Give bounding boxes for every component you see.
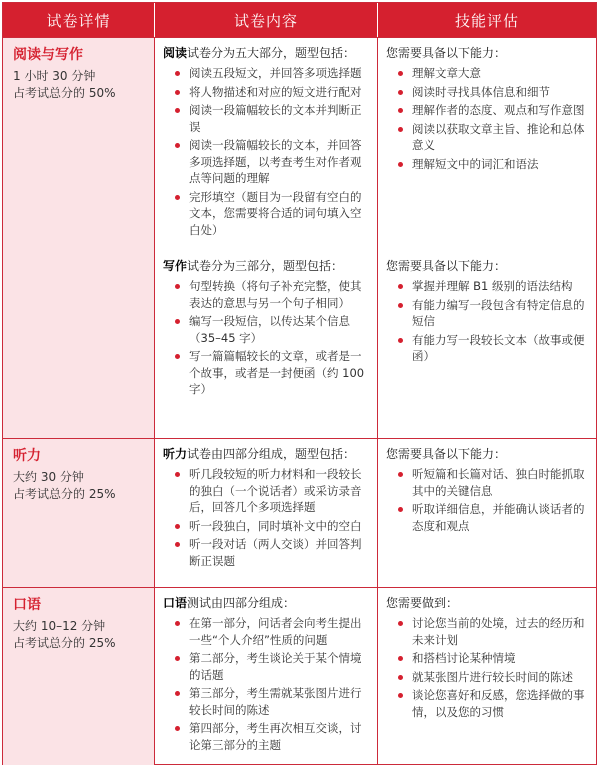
content-intro-text: 试卷分为五大部分，题型包括： <box>187 46 356 60</box>
list-item: 听一段对话（两人交谈）并回答判断正误题 <box>163 536 371 569</box>
table-row <box>3 439 596 588</box>
list-item: 有能力写一段较长文本（故事或便函） <box>386 332 590 365</box>
content-list <box>163 615 371 753</box>
list-item: 谈论您喜好和反感，您选择做的事情，以及您的习惯 <box>386 687 590 720</box>
content-intro-text: 试卷分为三部分，题型包括： <box>187 259 344 273</box>
section-skills-cell <box>378 38 596 438</box>
header-skills: 技能评估 <box>454 11 519 30</box>
list-item: 阅读一段篇幅较长的文本并判断正误 <box>163 102 371 135</box>
list-item: 听几段较短的听力材料和一段较长的独白（一个说话者）或采访录音后，回答几个多项选择题 <box>163 466 371 516</box>
skills-list <box>386 278 590 365</box>
content-list <box>163 466 371 569</box>
content-intro-text: 试卷由四部分组成，题型包括： <box>187 447 356 461</box>
content-lead: 口语 <box>163 596 188 610</box>
section-content-cell <box>155 439 378 587</box>
skills-intro: 您需要具备以下能力： <box>386 46 507 60</box>
table-header <box>3 3 596 38</box>
list-item: 句型转换（将句子补充完整，使其表达的意思与另一个句子相同） <box>163 278 371 311</box>
list-item: 阅读五段短文，并回答多项选择题 <box>163 65 371 82</box>
list-item: 和搭档讨论某种情境 <box>386 650 590 667</box>
skills-list <box>386 65 590 172</box>
list-item: 完形填空（题目为一段留有空白的文本，您需要将合适的词句填入空白处） <box>163 189 371 239</box>
list-item: 有能力编写一段包含有特定信息的短信 <box>386 297 590 330</box>
list-item: 第三部分，考生需就某张图片进行较长时间的陈述 <box>163 685 371 718</box>
list-item: 阅读时寻找具体信息和细节 <box>386 84 590 101</box>
header-content: 试卷内容 <box>155 3 378 37</box>
section-skills-cell <box>378 588 596 765</box>
section-content-cell <box>155 38 378 438</box>
list-item: 阅读以获取文章主旨、推论和总体意义 <box>386 121 590 154</box>
content-intro <box>163 45 371 62</box>
section-title: 口语 <box>13 597 41 613</box>
content-intro <box>163 258 371 275</box>
section-meta: 大约 30 分钟 <box>13 470 84 484</box>
skills-intro: 您需要具备以下能力： <box>386 259 507 273</box>
section-meta: 占考试总分的 25% <box>13 636 116 650</box>
list-item: 第四部分，考生再次相互交谈，讨论第三部分的主题 <box>163 720 371 753</box>
content-intro-text: 测试由四部分组成： <box>187 596 296 610</box>
section-title: 阅读与写作 <box>13 47 83 63</box>
list-item: 阅读一段篇幅较长的文本，并回答多项选择题，以考查考生对作者观点等问题的理解 <box>163 137 371 187</box>
list-item: 将人物描述和对应的短文进行配对 <box>163 84 371 101</box>
section-title: 听力 <box>13 448 41 464</box>
section-meta: 占考试总分的 50% <box>13 86 116 100</box>
list-item: 编写一段短信，以传达某个信息（35–45 字） <box>163 313 371 346</box>
list-item: 听一段独白，同时填补文中的空白 <box>163 518 371 535</box>
section-meta: 大约 10–12 分钟 <box>13 619 106 633</box>
content-lead: 听力 <box>163 447 188 461</box>
list-item: 听取详细信息，并能确认谈话者的态度和观点 <box>386 501 590 534</box>
content-lead: 阅读 <box>163 46 188 60</box>
list-item: 掌握并理解 B1 级别的语法结构 <box>386 278 590 295</box>
list-item: 就某张图片进行较长时间的陈述 <box>386 669 590 686</box>
content-list <box>163 278 371 398</box>
section-details-cell <box>3 439 155 587</box>
list-item: 第二部分，考生谈论关于某个情境的话题 <box>163 650 371 683</box>
section-content-cell <box>155 588 378 765</box>
list-item: 写一篇篇幅较长的文章，或者是一个故事，或者是一封便函（约 100 字） <box>163 348 371 398</box>
section-meta: 占考试总分的 25% <box>13 487 116 501</box>
section-meta: 1 小时 30 分钟 <box>13 69 96 83</box>
table-row <box>3 588 596 765</box>
list-item: 理解作者的态度、观点和写作意图 <box>386 102 590 119</box>
section-skills-cell <box>378 439 596 587</box>
block-gap <box>386 174 590 258</box>
section-details-cell <box>3 588 155 765</box>
header-details: 试卷详情 <box>3 3 155 37</box>
skills-list <box>386 615 590 720</box>
table-body <box>3 38 596 765</box>
table-row <box>3 38 596 439</box>
list-item: 听短篇和长篇对话、独白时能抓取其中的关键信息 <box>386 466 590 499</box>
content-intro <box>163 595 371 612</box>
content-lead: 写作 <box>163 259 188 273</box>
content-intro <box>163 446 371 463</box>
list-item: 在第一部分，问话者会向考生提出一些“个人介绍”性质的问题 <box>163 615 371 648</box>
content-list <box>163 65 371 238</box>
list-item: 理解短文中的词汇和语法 <box>386 156 590 173</box>
skills-intro: 您需要具备以下能力： <box>386 447 507 461</box>
list-item: 理解文章大意 <box>386 65 590 82</box>
list-item: 讨论您当前的处境，过去的经历和未来计划 <box>386 615 590 648</box>
exam-table <box>2 2 597 765</box>
skills-list <box>386 466 590 534</box>
skills-intro: 您需要做到： <box>386 596 459 610</box>
block-gap <box>163 240 371 258</box>
section-details-cell <box>3 38 155 438</box>
